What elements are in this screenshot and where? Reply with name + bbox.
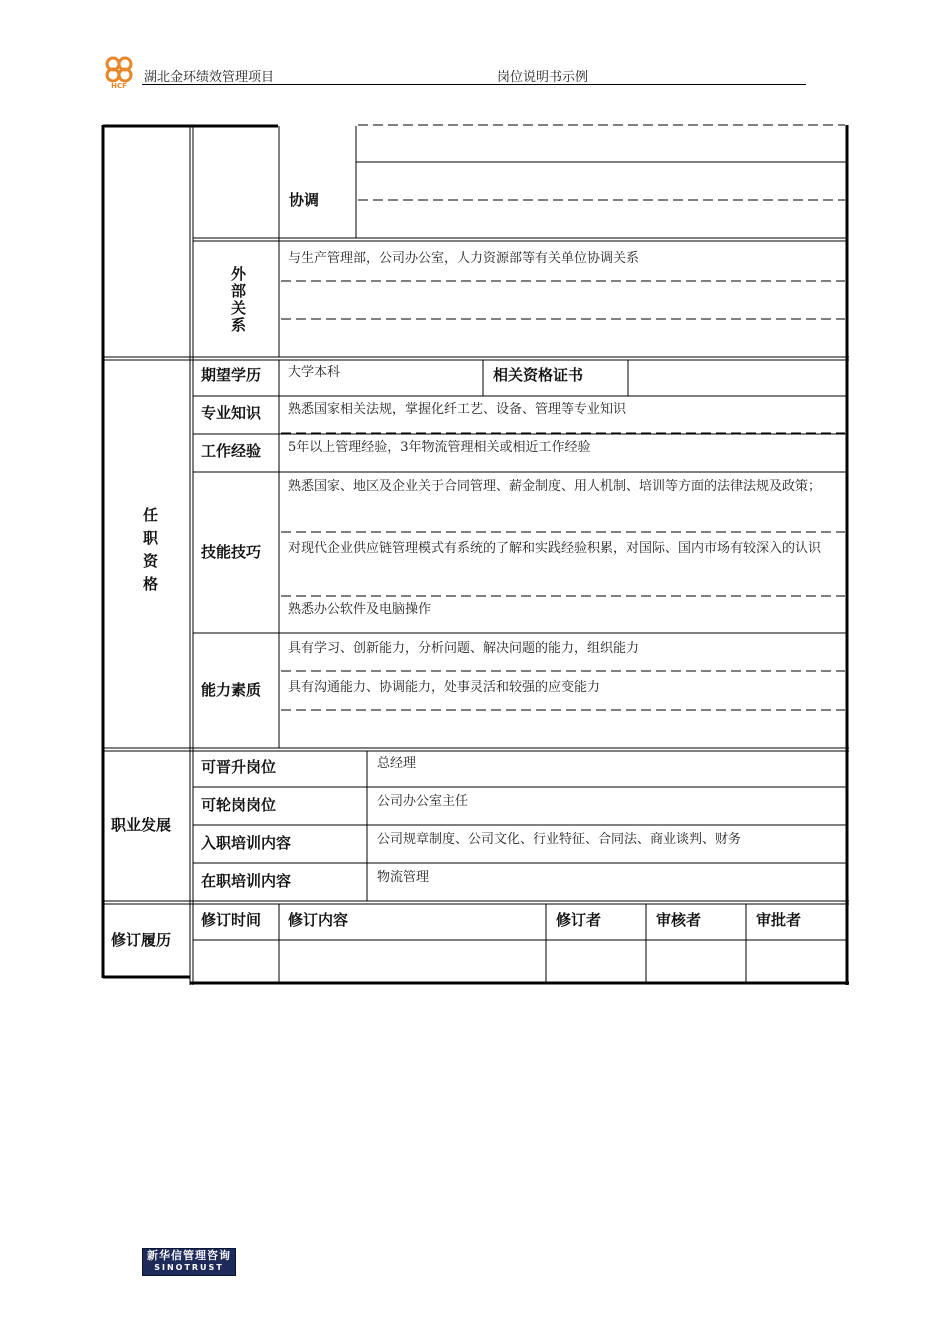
revision-header-approver: 审批者 (756, 911, 802, 929)
skill-item: 熟悉办公软件及电脑操作 (288, 602, 432, 617)
document-title: 岗位说明书示例 (497, 70, 589, 85)
revision-section-label: 修订履历 (111, 931, 172, 949)
sinotrust-logo (142, 1248, 236, 1276)
project-title: 湖北金环绩效管理项目 (144, 70, 275, 85)
career-row-label: 可晋升岗位 (201, 758, 277, 776)
revision-header-content: 修订内容 (288, 911, 349, 929)
education-value: 大学本科 (288, 365, 341, 380)
ability-label: 能力素质 (201, 681, 262, 699)
career-row-value: 公司办公室主任 (377, 794, 469, 809)
career-row-label: 可轮岗岗位 (201, 796, 277, 814)
career-row-label: 入职培训内容 (201, 834, 292, 852)
ability-item: 具有沟通能力、协调能力，处事灵活和较强的应变能力 (288, 680, 601, 695)
knowledge-label: 专业知识 (201, 404, 262, 422)
skill-item: 熟悉国家、地区及企业关于合同管理、薪金制度、用人机制、培训等方面的法律法规及政策； (288, 479, 822, 494)
external-relation-item: 与生产管理部，公司办公室，人力资源部等有关单位协调关系 (288, 251, 640, 266)
career-row-value: 公司规章制度、公司文化、行业特征、合同法、商业谈判、财务 (377, 832, 742, 847)
experience-label: 工作经验 (201, 442, 262, 460)
career-row-value: 总经理 (377, 756, 417, 771)
footer-logo-cn: 新华信管理咨询 (147, 1249, 231, 1262)
experience-value: 5年以上管理经验，3年物流管理相关或相近工作经验 (288, 440, 591, 455)
qualifications-section-label: 任职资格 (141, 507, 159, 599)
knowledge-value: 熟悉国家相关法规，掌握化纤工艺、设备、管理等专业知识 (288, 402, 627, 417)
footer-logo-en: SINOTRUST (154, 1263, 224, 1272)
coordination-label: 协调 (289, 191, 320, 209)
logo-text: HCF (111, 82, 127, 90)
education-label: 期望学历 (201, 366, 262, 384)
skills-label: 技能技巧 (201, 543, 262, 561)
ability-item: 具有学习、创新能力，分析问题、解决问题的能力，组织能力 (288, 641, 640, 656)
career-row-label: 在职培训内容 (201, 872, 292, 890)
external-relations-label: 外部关系 (229, 266, 247, 334)
revision-header-date: 修订时间 (201, 911, 262, 929)
skill-item: 对现代企业供应链管理模式有系统的了解和实践经验积累，对国际、国内市场有较深入的认识 (288, 541, 822, 556)
career-section-label: 职业发展 (111, 816, 172, 834)
career-row-value: 物流管理 (377, 870, 430, 885)
revision-header-reviser: 修订者 (556, 911, 602, 929)
certificate-label: 相关资格证书 (493, 366, 584, 384)
revision-header-reviewer: 审核者 (656, 911, 702, 929)
